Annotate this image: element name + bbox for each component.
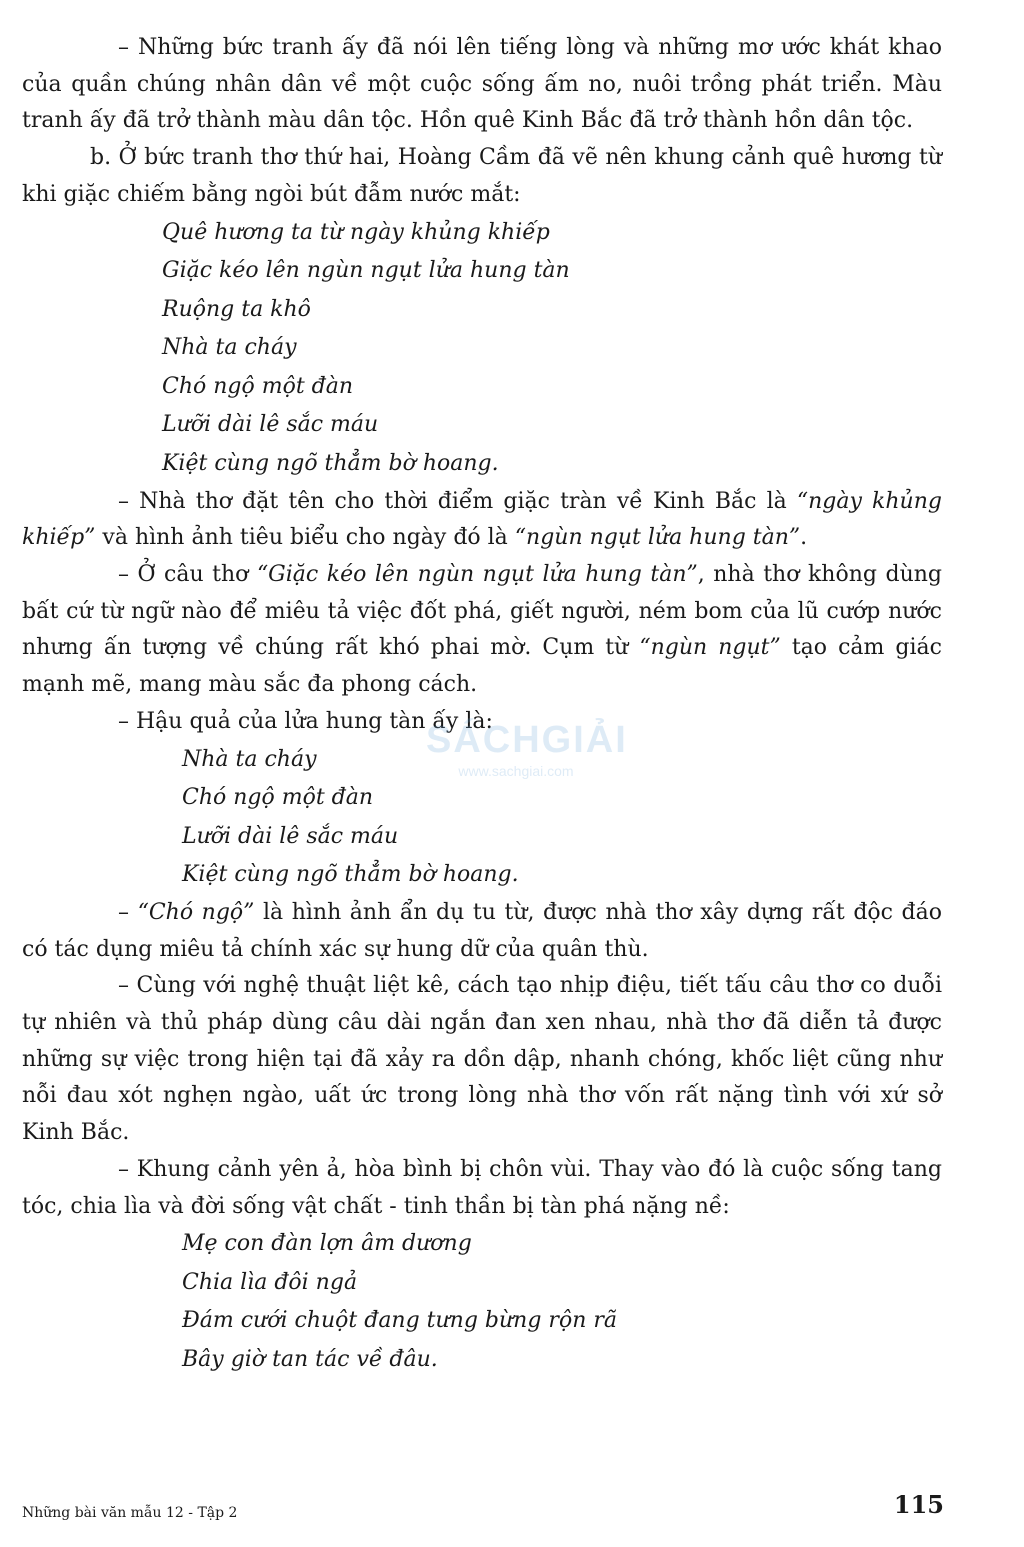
poem-line: Kiệt cùng ngõ thẳm bờ hoang. <box>162 451 499 477</box>
quote: “Chó ngộ” <box>137 899 255 925</box>
poem-line: Chó ngộ một đàn <box>182 785 374 811</box>
poem-line: Ruộng ta khô <box>162 296 311 322</box>
quote: “ngùn ngụt” <box>639 635 781 661</box>
quote: “ngùn ngụt lửa hung tàn” <box>514 525 801 551</box>
poem-block-2 <box>22 741 942 895</box>
paragraph: – Khung cảnh yên ả, hòa bình bị chôn vùi. Thay vào đó là cuộc sống tang tóc, chia lìa và đời sống vật chất - tinh thần bị tàn phá nặng nề: <box>22 1156 942 1219</box>
poem-line: Mẹ con đàn lợn âm dương <box>182 1231 472 1257</box>
text-run: tạo cảm giác mạnh mẽ, mang màu sắc đa phong cách. <box>22 635 942 698</box>
text-run: , nhà thơ không dùng bất cứ từ ngữ nào để miêu tả việc đốt phá, giết người, ném bom của lũ cướp nước nhưng ấn tượng về chúng rất khó phai mờ. Cụm từ <box>22 562 942 661</box>
text-run: – Nhà thơ đặt tên cho thời điểm giặc tràn về Kinh Bắc là <box>118 488 797 514</box>
text-run: . <box>800 525 808 551</box>
text-run: – Ở câu thơ <box>118 562 257 588</box>
paragraph: b. Ở bức tranh thơ thứ hai, Hoàng Cầm đã vẽ nên khung cảnh quê hương từ khi giặc chiếm bằng ngòi bút đẫm nước mắt: <box>22 145 942 207</box>
poem-block-1 <box>22 214 942 484</box>
poem-line: Bây giờ tan tác về đâu. <box>182 1347 438 1373</box>
quote: “Giặc kéo lên ngùn ngụt lửa hung tàn” <box>256 562 698 588</box>
text-run: – <box>118 899 138 925</box>
paragraph <box>22 557 942 704</box>
text-run: là hình ảnh ẩn dụ tu từ, được nhà thơ xây dựng rất độc đáo có tác dụng miêu tả chính xác sự hung dữ của quân thù. <box>22 899 942 962</box>
poem-line: Nhà ta cháy <box>162 335 297 361</box>
paragraph <box>22 484 942 557</box>
paragraph: – Hậu quả của lửa hung tàn ấy là: <box>118 708 493 734</box>
watermark-url: www.sachgiai.com <box>458 763 574 779</box>
poem-line: Lưỡi dài lê sắc máu <box>182 823 399 849</box>
poem-line: Quê hương ta từ ngày khủng khiếp <box>162 219 550 245</box>
paragraph: – Cùng với nghệ thuật liệt kê, cách tạo nhịp điệu, tiết tấu câu thơ co duỗi tự nhiên và thủ pháp dùng câu dài ngắn đan xen nhau, nhà thơ đã diễn tả được những sự việc trong hiện tại đã xảy ra dồn dập, nhanh chóng, khốc liệt cũng như nỗi đau xót nghẹn ngào, uất ức trong lòng nhà thơ vốn rất nặng tình với xứ sở Kinh Bắc. <box>22 973 942 1146</box>
page-body <box>22 30 942 1380</box>
quote: “ngày khủng khiếp” <box>22 488 942 551</box>
poem-line: Chia lìa đôi ngả <box>182 1269 358 1295</box>
book-title: Những bài văn mẫu 12 - Tập 2 <box>22 1505 238 1521</box>
text-run: và hình ảnh tiêu biểu cho ngày đó là <box>95 525 515 551</box>
poem-line: Chó ngộ một đàn <box>162 373 354 399</box>
poem-line: Lưỡi dài lê sắc máu <box>162 412 379 438</box>
paragraph <box>22 895 942 968</box>
page-number: 115 <box>893 1490 944 1519</box>
poem-line: Nhà ta cháy <box>182 746 317 772</box>
poem-block-3 <box>22 1225 942 1379</box>
paragraph: – Những bức tranh ấy đã nói lên tiếng lòng và những mơ ước khát khao của quần chúng nhân dân về một cuộc sống ấm no, nuôi trồng phát triển. Màu tranh ấy đã trở thành màu dân tộc. Hồn quê Kinh Bắc đã trở thành hồn dân tộc. <box>22 35 942 134</box>
poem-line: Đám cưới chuột đang tưng bừng rộn rã <box>182 1308 617 1334</box>
poem-line: Giặc kéo lên ngùn ngụt lửa hung tàn <box>162 258 570 284</box>
poem-line: Kiệt cùng ngõ thẳm bờ hoang. <box>182 862 519 888</box>
watermark-logo: SÁCHGIẢI <box>426 719 628 761</box>
